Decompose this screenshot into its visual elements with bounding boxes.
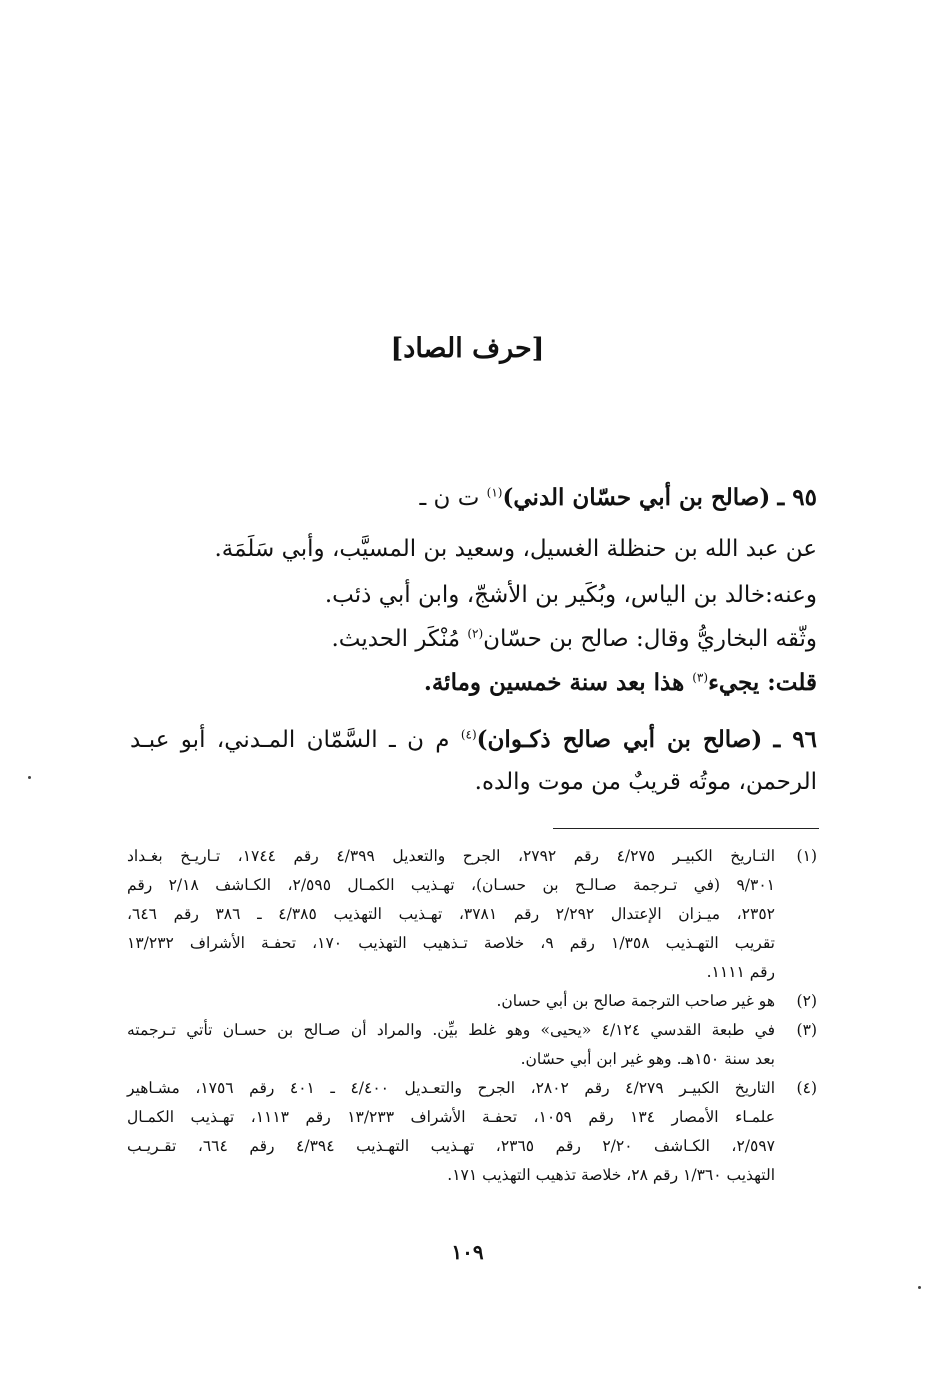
entry-text-lead: وثّقه البخاريُّ وقال: صالح بن حسّان (483, 626, 817, 652)
footnote-line: التهذيب ١/٣٦٠ رقم ٢٨، خلاصة تذهيب التهذيب ١٧١. (447, 1166, 775, 1184)
footnote-line: التـاريخ الكبيـر ٤/٢٧٥ رقم ٢٧٩٢، الجرح والتعديل ٤/٣٩٩ رقم ١٧٤٤، تـاريـخ بغـداد (127, 847, 776, 865)
entry-number: ٩٥ ـ (777, 484, 817, 511)
scan-speck (28, 776, 31, 779)
footnote-body (127, 842, 775, 987)
footnote-line: التاريخ الكبيـر ٤/٢٧٩ رقم ٢٨٠٢، الجرح والتعـديل ٤/٤٠٠ ـ ٤٠١ رقم ١٧٥٦، مشـاهير (127, 1079, 775, 1097)
footnote-1 (127, 842, 817, 987)
footnote-line: بعد سنة ١٥٠هـ. وهو غير ابن أبي حسّان. (520, 1050, 775, 1068)
footnote-ref: (٢) (467, 626, 484, 641)
entry-text: مُنْكَر الحديث. (331, 626, 468, 652)
page-number: ١٠٩ (451, 1240, 484, 1264)
entry-95-teachers (130, 529, 817, 569)
footnote-line: ٩/٣٠١ (في تـرجمة صـالـح بن حسـان)، تهـذيب الكمـال ٢/٥٩٥، الكـاشف ٢/١٨ رقم (127, 876, 775, 894)
footnote-3 (127, 1016, 817, 1074)
footnotes (127, 842, 817, 1190)
footnote-line: علمـاء الأمصار ١٣٤ رقم ١٠٥٩، تحفـة الأشراف ١٣/٢٣٣ رقم ١١١٣، تهـذيب الكمـال (127, 1108, 775, 1126)
footnote-line: رقم ١١١١. (706, 963, 775, 981)
footnote-line: هو غير صاحب الترجمة صالح بن أبي حسان. (496, 992, 775, 1010)
footnote-4 (127, 1074, 817, 1190)
entry-95-grading (130, 619, 817, 659)
entry-96-text (130, 762, 817, 802)
footnote-separator (553, 828, 819, 829)
footnote-body (127, 987, 775, 1016)
footnote-ref: (٤) (460, 727, 477, 742)
footnote-number: (٤) (796, 1079, 817, 1097)
entry-text: الرحمن، موتُه قريبٌ من موت والده. (474, 769, 817, 795)
footnote-number: (٣) (796, 1021, 817, 1039)
entry-number: ٩٦ ـ (773, 726, 818, 753)
entry-name: (صالح بن أبي حسّان الدني) (502, 484, 771, 511)
footnote-body (127, 1016, 775, 1074)
footnote-line: ٢٣٥٢، ميـزان الإعتدال ٢/٢٩٢ رقم ٣٧٨١، تهـذيب التهذيب ٤/٣٨٥ ـ ٣٨٦ رقم ٦٤٦، (127, 905, 775, 923)
entry-text-lead: وعنه: (765, 582, 817, 608)
entry-95-note (130, 663, 817, 703)
footnote-body (127, 1074, 775, 1190)
entry-text: عن عبد الله بن حنظلة الغسيل، وسعيد بن المسيَّب، وأبي سَلَمَة. (214, 536, 817, 562)
entry-96-heading (130, 720, 817, 760)
entry-95-students (130, 575, 817, 615)
footnote-line: تقريب التهـذيب ١/٣٥٨ رقم ٩، خلاصة تـذهيب التهذيب ١٧٠، تحفـة الأشراف ١٣/٢٣٢ (127, 934, 775, 952)
entry-sigla: م ن ـ السَّمّان المـدني، أبو عبـد (130, 727, 461, 753)
entry-95-heading (130, 478, 817, 518)
entry-text-lead: قلت: يجيء (708, 669, 817, 696)
footnote-ref: (١) (486, 485, 503, 500)
entry-text: هذا بعد سنة خمسين ومائة. (423, 669, 693, 696)
footnote-line: ٢/٥٩٧، الكـاشف ٢/٢٠ رقم ٢٣٦٥، تهـذيب التهـذيب ٤/٣٩٤ رقم ٦٦٤، تقـريـب (127, 1137, 775, 1155)
entry-text: خالد بن الياس، وبُكَير بن الأشجّ، وابن أبي ذئب. (324, 582, 766, 608)
entry-sigla: ت ن ـ (419, 485, 487, 511)
footnote-ref: (٣) (692, 670, 709, 685)
footnote-number: (٢) (796, 992, 817, 1010)
chapter-title: [حرف الصاد] (390, 333, 545, 364)
entry-name: (صالح بن أبي صالح ذكـوان) (476, 726, 763, 753)
footnote-number: (١) (796, 847, 817, 865)
footnote-2 (127, 987, 817, 1016)
footnote-line: في طبعة القدسي ٤/١٢٤ «يحيى» وهو غلط بيِّن. والمراد أن صـالح بن حسـان تأتي تـرجمته (127, 1021, 776, 1039)
scan-speck (918, 1286, 921, 1289)
